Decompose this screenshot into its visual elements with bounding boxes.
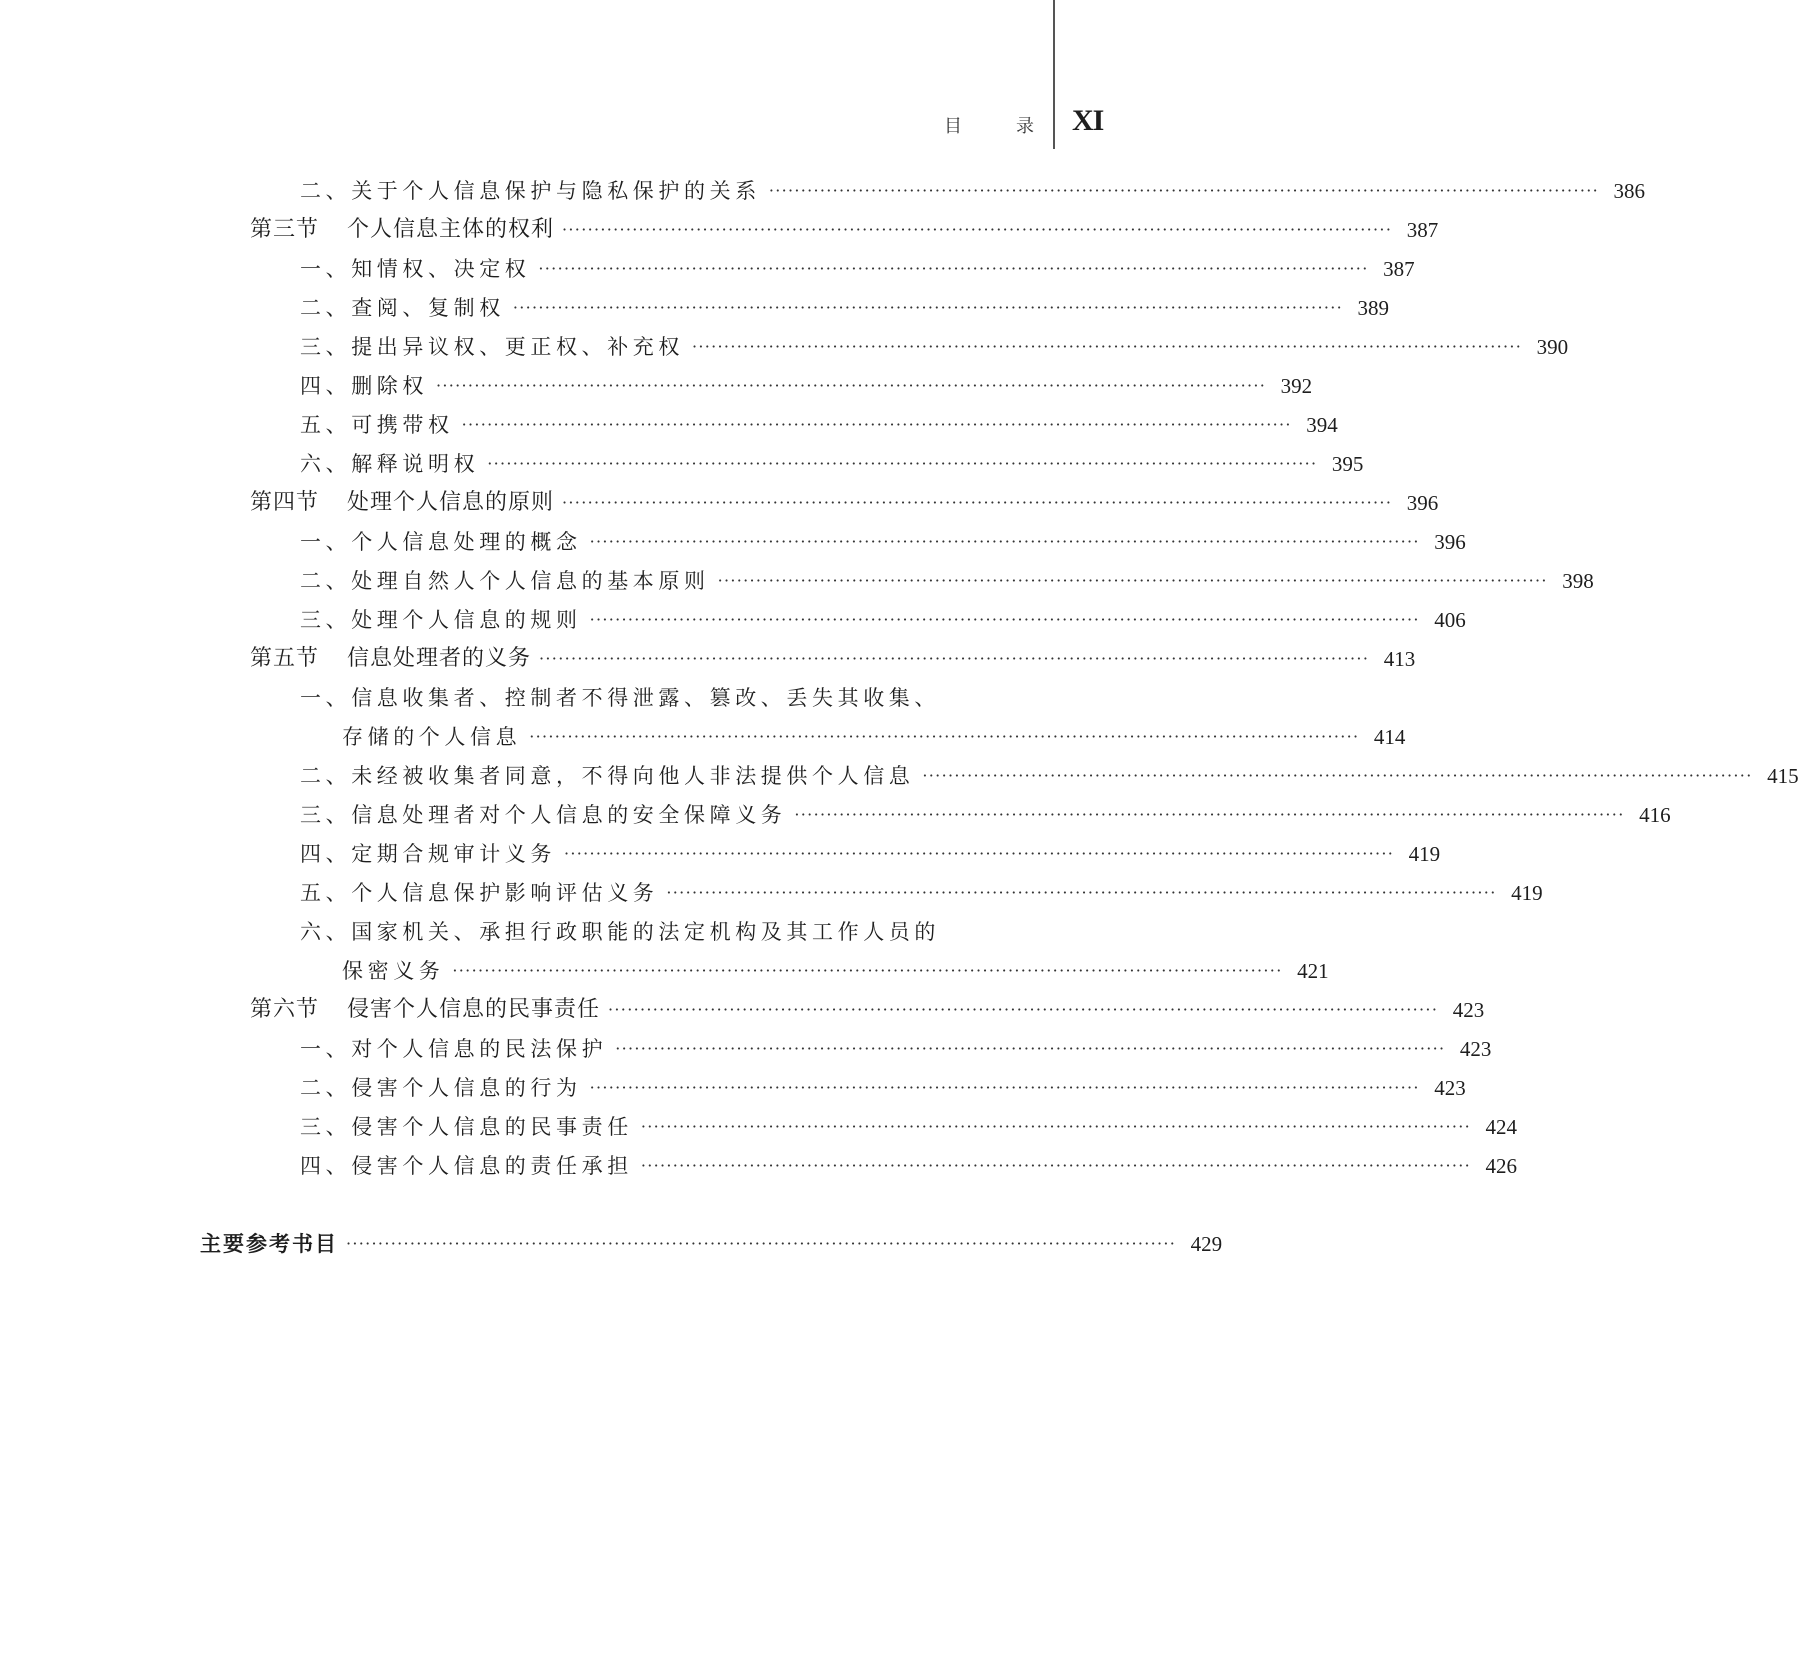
toc-section-title: 处理个人信息的原则 xyxy=(347,490,555,515)
toc-leader-dots: ·································································································································· xyxy=(562,493,1393,512)
toc-bibliography-entry[interactable] xyxy=(200,1226,1223,1258)
toc-page-number: 429 xyxy=(1190,1232,1223,1256)
toc-page-number: 419 xyxy=(1408,842,1441,866)
toc-entry[interactable] xyxy=(300,563,1594,595)
toc-leader-dots: ·································································································································· xyxy=(589,532,1420,551)
toc-leader-dots: ·································································································································· xyxy=(922,766,1753,785)
toc-page-number: 423 xyxy=(1452,998,1485,1022)
toc-section-title: 个人信息主体的权利 xyxy=(347,217,555,242)
toc-page-number: 426 xyxy=(1485,1154,1517,1178)
toc-section-title: 信息处理者的义务 xyxy=(347,646,532,671)
toc-leader-dots: ·································································································································· xyxy=(452,961,1283,980)
toc-entry[interactable] xyxy=(300,368,1313,400)
running-header-char-1: 目 xyxy=(944,116,964,137)
toc-leader-dots: ·································································································································· xyxy=(692,337,1523,356)
toc-entry-title: 一、个人信息处理的概念 xyxy=(300,530,582,554)
toc-page-number: 421 xyxy=(1297,959,1329,983)
toc-page-number: 423 xyxy=(1459,1037,1492,1061)
toc-entry[interactable] xyxy=(300,290,1389,322)
toc-leader-dots: ·································································································································· xyxy=(436,376,1267,395)
toc-entry[interactable] xyxy=(300,875,1543,907)
toc-entry-title: 三、侵害个人信息的民事责任 xyxy=(300,1115,633,1139)
toc-entry-title-line-1[interactable]: 一、信息收集者、控制者不得泄露、篡改、丢失其收集、 xyxy=(300,686,940,710)
toc-page-number: 416 xyxy=(1639,803,1671,827)
toc-section-entry[interactable] xyxy=(250,485,1439,517)
toc-entry[interactable] xyxy=(300,173,1645,205)
toc-entry[interactable] xyxy=(342,719,1406,751)
toc-page-number: 406 xyxy=(1434,608,1466,632)
toc-leader-dots: ·································································································································· xyxy=(640,1117,1471,1136)
toc-page-number: 396 xyxy=(1434,530,1466,554)
toc-leader-dots: ·································································································································· xyxy=(794,805,1625,824)
toc-entry[interactable] xyxy=(300,1031,1492,1063)
toc-section-number: 第五节 xyxy=(250,646,320,671)
toc-leader-dots: ·································································································································· xyxy=(717,571,1548,590)
toc-page-number: 387 xyxy=(1383,257,1415,281)
toc-leader-dots: ·································································································································· xyxy=(564,844,1395,863)
toc-leader-dots: ·································································································································· xyxy=(768,181,1599,200)
toc-entry-title: 二、处理自然人个人信息的基本原则 xyxy=(300,569,710,593)
toc-entry-title: 五、可携带权 xyxy=(300,413,454,437)
toc-entry-title: 四、定期合规审计义务 xyxy=(300,842,556,866)
toc-entry[interactable] xyxy=(300,251,1415,283)
toc-leader-dots: ·································································································································· xyxy=(562,220,1393,239)
toc-section-entry[interactable] xyxy=(250,992,1485,1024)
toc-section-number: 第三节 xyxy=(250,217,320,242)
toc-entry[interactable] xyxy=(300,797,1671,829)
toc-section-title: 侵害个人信息的民事责任 xyxy=(347,997,601,1022)
toc-page-number: 419 xyxy=(1511,881,1543,905)
toc-page-number: 398 xyxy=(1562,569,1594,593)
toc-entry-title: 五、个人信息保护影响评估义务 xyxy=(300,881,659,905)
toc-section-entry[interactable] xyxy=(250,641,1416,673)
toc-bibliography-title: 主要参考书目 xyxy=(200,1231,338,1256)
toc-entry-title: 四、侵害个人信息的责任承担 xyxy=(300,1154,633,1178)
toc-entry[interactable] xyxy=(300,1070,1466,1102)
toc-entry[interactable] xyxy=(300,524,1466,556)
toc-entry-title: 二、关于个人信息保护与隐私保护的关系 xyxy=(300,179,761,203)
toc-section-number: 第六节 xyxy=(250,997,320,1022)
toc-page-number: 395 xyxy=(1331,452,1364,476)
toc-page-number: 423 xyxy=(1434,1076,1466,1100)
toc-page-number: 414 xyxy=(1373,725,1406,749)
toc-entry[interactable] xyxy=(300,446,1364,478)
toc-page-number: 413 xyxy=(1383,647,1416,671)
toc-entry-title-line-2: 存储的个人信息 xyxy=(342,725,522,749)
toc-page-number: 396 xyxy=(1406,491,1439,515)
toc-entry[interactable] xyxy=(300,329,1569,361)
toc-entry-title: 二、未经被收集者同意，不得向他人非法提供个人信息 xyxy=(300,764,915,788)
toc-entry-title: 二、查阅、复制权 xyxy=(300,296,505,320)
toc-leader-dots: ·································································································································· xyxy=(615,1039,1446,1058)
toc-page-number: 387 xyxy=(1406,218,1439,242)
toc-page-number: 394 xyxy=(1306,413,1338,437)
toc-leader-dots: ·································································································································· xyxy=(538,259,1369,278)
toc-entry[interactable] xyxy=(300,836,1441,868)
toc-section-number: 第四节 xyxy=(250,490,320,515)
toc-leader-dots: ·································································································································· xyxy=(346,1234,1177,1253)
toc-entry[interactable] xyxy=(300,602,1466,634)
toc-entry[interactable] xyxy=(300,1109,1517,1141)
toc-leader-dots: ·································································································································· xyxy=(589,1078,1420,1097)
toc-leader-dots: ·································································································································· xyxy=(529,727,1360,746)
toc-entry-title-line-1[interactable]: 六、国家机关、承担行政职能的法定机构及其工作人员的 xyxy=(300,920,940,944)
toc-entry[interactable] xyxy=(300,407,1338,439)
toc-leader-dots: ·································································································································· xyxy=(461,415,1292,434)
toc-leader-dots: ·································································································································· xyxy=(589,610,1420,629)
toc-entry-title: 二、侵害个人信息的行为 xyxy=(300,1076,582,1100)
toc-leader-dots: ·································································································································· xyxy=(487,454,1318,473)
toc-entry-title: 三、处理个人信息的规则 xyxy=(300,608,582,632)
running-header-char-2: 录 xyxy=(1016,116,1036,137)
toc-entry-title: 一、对个人信息的民法保护 xyxy=(300,1037,608,1061)
toc-entry-title: 四、删除权 xyxy=(300,374,428,398)
toc-page-number: 392 xyxy=(1280,374,1313,398)
toc-entry-title: 一、知情权、决定权 xyxy=(300,257,531,281)
toc-page-number: 415 xyxy=(1767,764,1799,788)
toc-entry[interactable] xyxy=(300,758,1799,790)
page-number: XI xyxy=(1072,104,1104,137)
toc-leader-dots: ·································································································································· xyxy=(512,298,1343,317)
toc-entry-title-line-2: 保密义务 xyxy=(342,959,445,983)
toc-entry[interactable] xyxy=(300,1148,1517,1180)
toc-leader-dots: ·································································································································· xyxy=(666,883,1497,902)
toc-page-number: 386 xyxy=(1613,179,1645,203)
toc-section-entry[interactable] xyxy=(250,212,1439,244)
toc-entry[interactable] xyxy=(342,953,1329,985)
toc-entry-title: 六、解释说明权 xyxy=(300,452,480,476)
toc-page-number: 389 xyxy=(1357,296,1389,320)
toc-entry-title: 三、提出异议权、更正权、补充权 xyxy=(300,335,684,359)
toc-leader-dots: ·································································································································· xyxy=(539,649,1370,668)
toc-leader-dots: ·································································································································· xyxy=(608,1000,1439,1019)
toc-leader-dots: ·································································································································· xyxy=(640,1156,1471,1175)
toc-page-number: 424 xyxy=(1485,1115,1517,1139)
toc-entry-title: 三、信息处理者对个人信息的安全保障义务 xyxy=(300,803,787,827)
toc-page-number: 390 xyxy=(1536,335,1569,359)
